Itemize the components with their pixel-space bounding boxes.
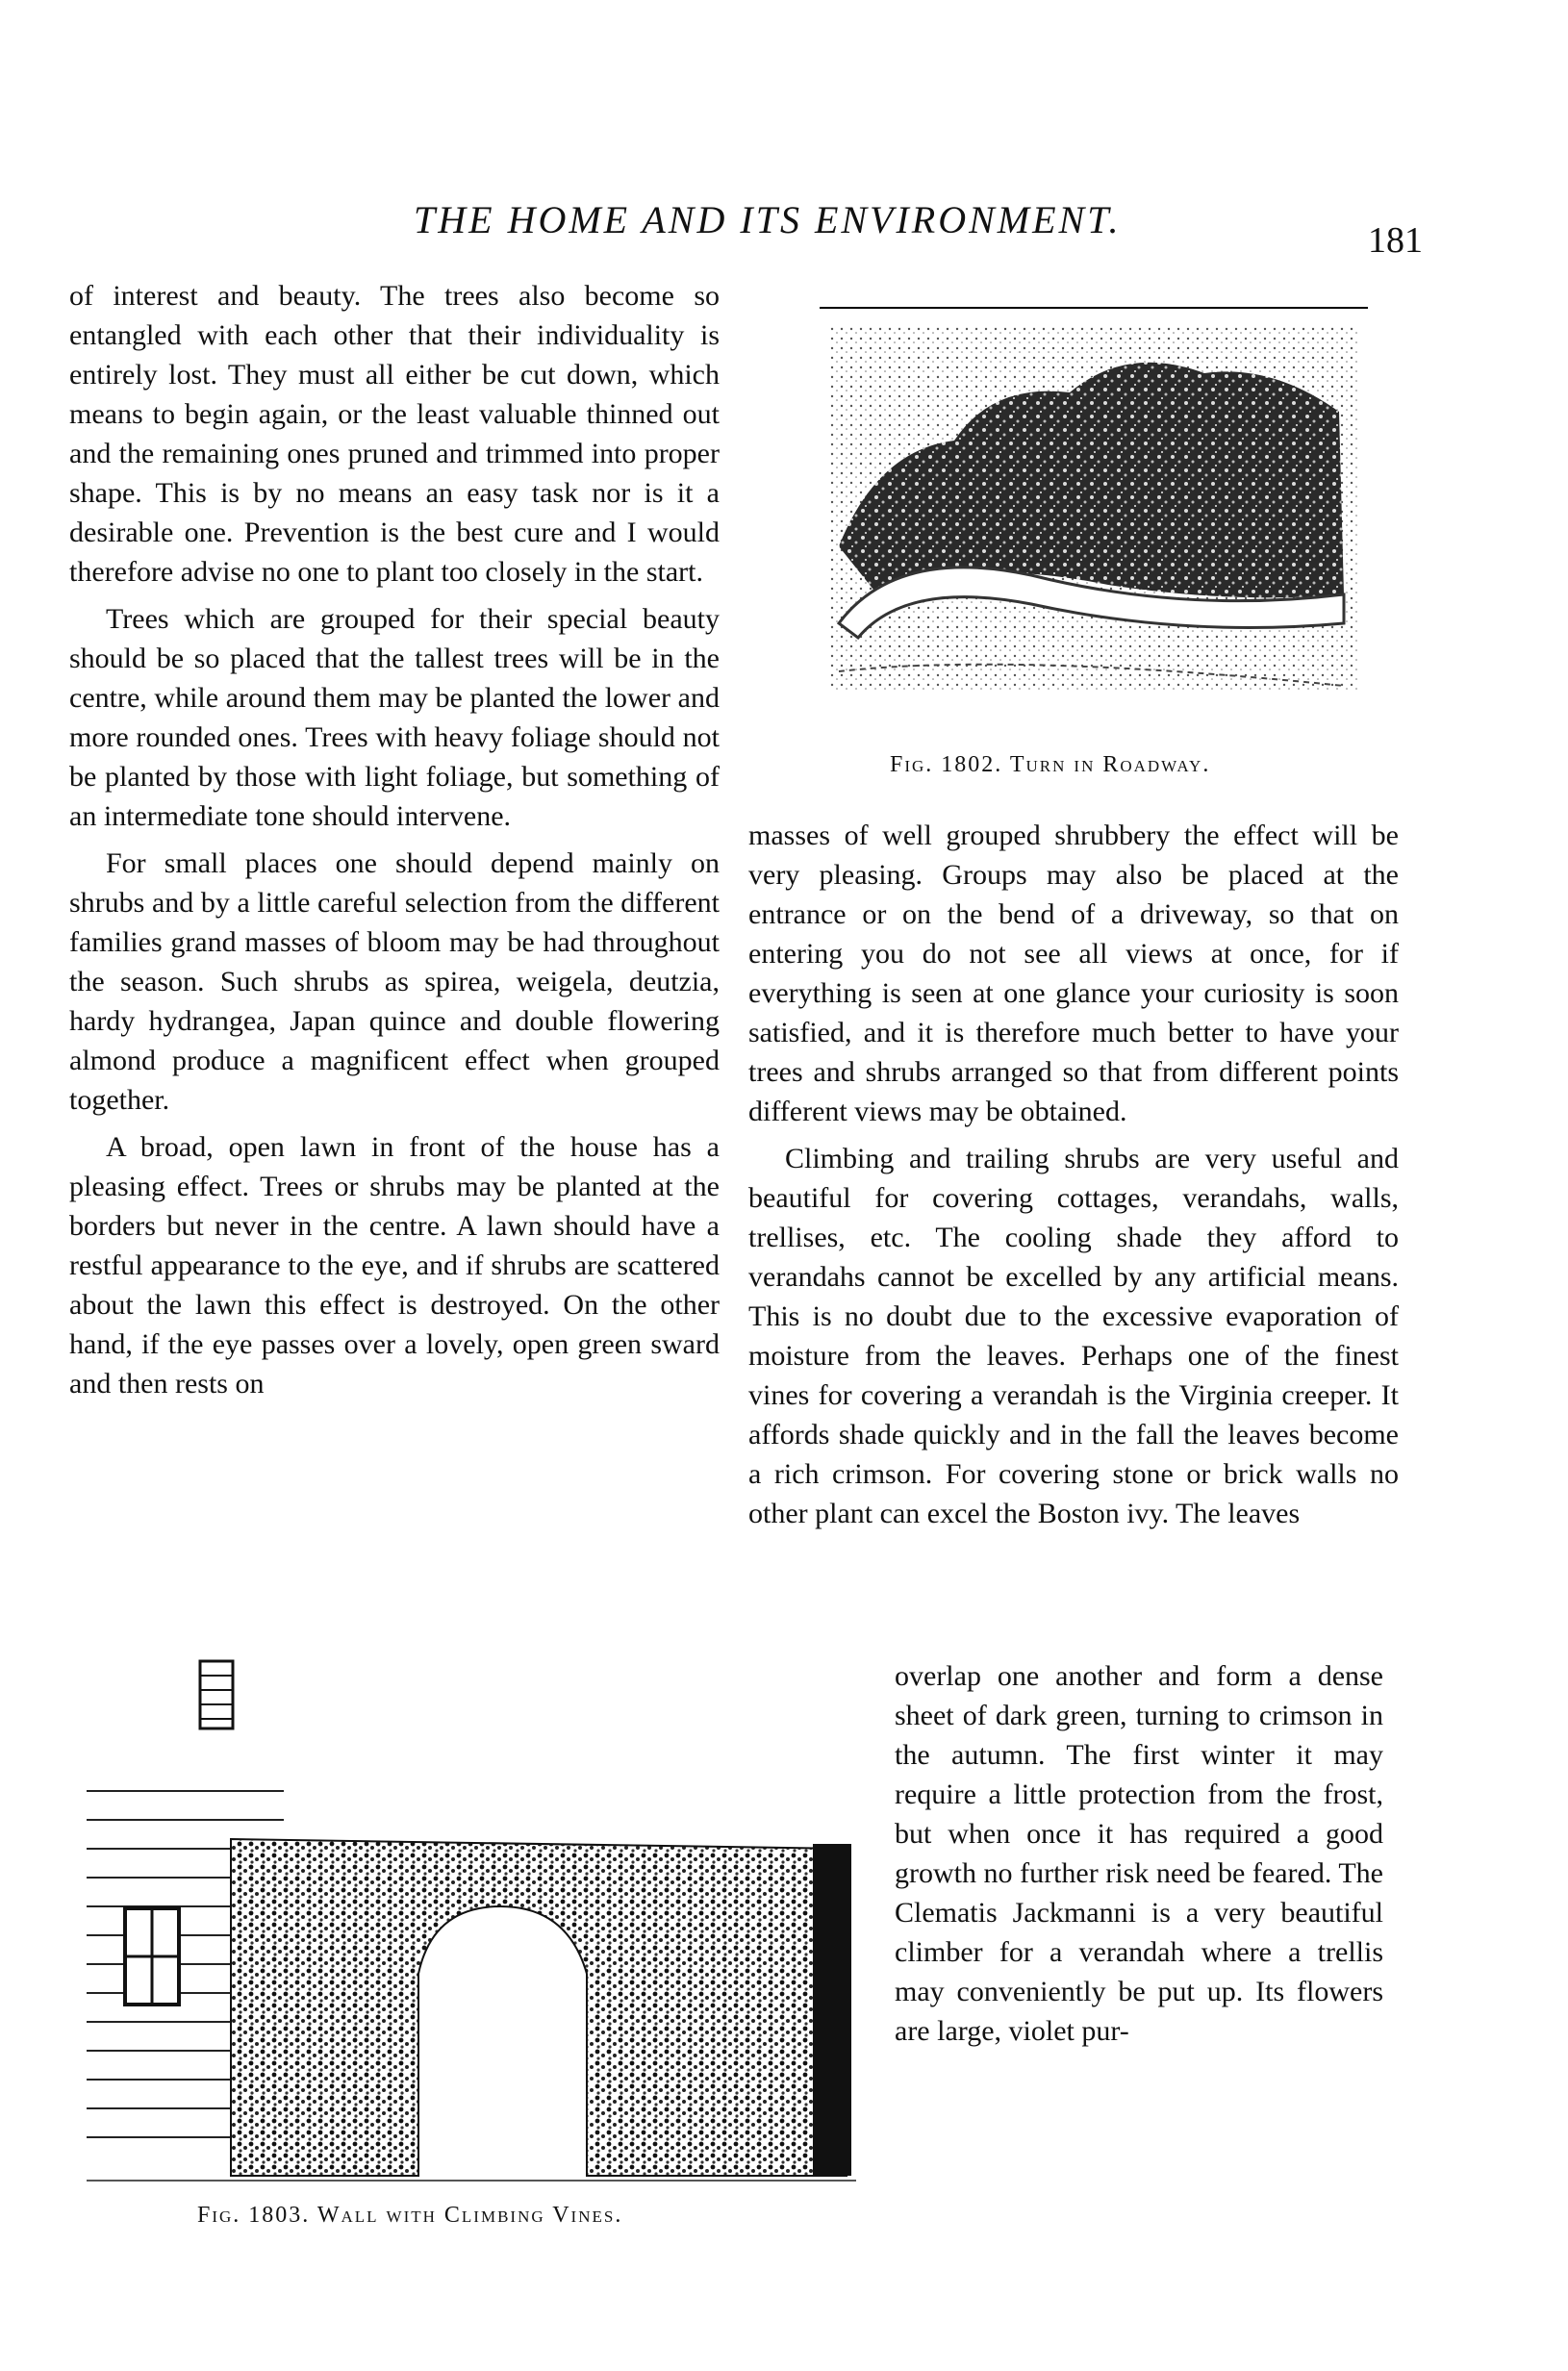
- figure-caption-1802: Fig. 1802. Turn in Roadway.: [890, 752, 1211, 777]
- turn-in-roadway-illustration: [820, 306, 1368, 702]
- wrapped-text: [895, 1656, 1383, 2051]
- page-number: 181: [1368, 220, 1423, 261]
- paragraph: overlap one another and form a dense sheet of dark green, turning to crimson in the autumn. The first winter it may require a little protection from the frost, but when once it has required a good growth no further risk need be feared. The Clematis Jackmanni is a very beautiful climber for a verandah where a trellis may conveniently be put up. Its flowers are large, violet pur-: [895, 1660, 1383, 2047]
- paragraph: For small places one should depend mainly on shrubs and by a little careful selection from the different families grand masses of bloom may be had throughout the season. Such shrubs as spirea, weigela, deutzia, hardy hydrangea, Japan quince and double flowering almond produce a magnificent effect when grouped together.: [69, 847, 720, 1116]
- wall-with-vines-illustration: [87, 1656, 856, 2195]
- paragraph: A broad, open lawn in front of the house has a pleasing effect. Trees or shrubs may be planted at the borders but never in the centre. A lawn should have a restful appearance to the eye, and if shrubs are scattered about the lawn this effect is destroyed. On the other hand, if the eye passes over a lovely, open green sward and then rests on: [69, 1131, 720, 1400]
- left-column: [69, 276, 720, 1411]
- figure-caption-1803-visible: Fig. 1803. Wall with Climbing Vines.: [197, 2203, 623, 2228]
- running-title: THE HOME AND ITS ENVIRONMENT.: [414, 198, 1122, 241]
- paragraph: masses of well grouped shrubbery the effect will be very pleasing. Groups may also be placed at the entrance or on the bend of a driveway, so that on entering you do not see all views at once, for if everything is seen at one glance your curiosity is soon satisfied, and it is therefore much better to have your trees and shrubs arranged so that from different points different views may be obtained.: [748, 820, 1399, 1127]
- paragraph: of interest and beauty. The trees also become so entangled with each other that their individuality is entirely lost. They must all either be cut down, which means to begin again, or the least valuable thinned out and the remaining ones pruned and trimmed into proper shape. This is by no means an easy task nor is it a desirable one. Prevention is the best cure and I would therefore advise no one to plant too closely in the start.: [69, 280, 720, 588]
- paragraph: Trees which are grouped for their special beauty should be so placed that the tallest trees will be in the centre, while around them may be planted the lower and more rounded ones. Trees with heavy foliage should not be planted by those with light foliage, but something of an intermediate tone should intervene.: [69, 603, 720, 832]
- right-column: [748, 816, 1399, 1541]
- paragraph: Climbing and trailing shrubs are very useful and beautiful for covering cottages, verandahs, walls, trellises, etc. The cooling shade they afford to verandahs cannot be excelled by any artificial means. This is no doubt due to the excessive evaporation of moisture from the leaves. Perhaps one of the finest vines for covering a verandah is the Virginia creeper. It affords shade quickly and in the fall the leaves become a rich crimson. For covering stone or brick walls no other plant can excel the Boston ivy. The leaves: [748, 1143, 1399, 1529]
